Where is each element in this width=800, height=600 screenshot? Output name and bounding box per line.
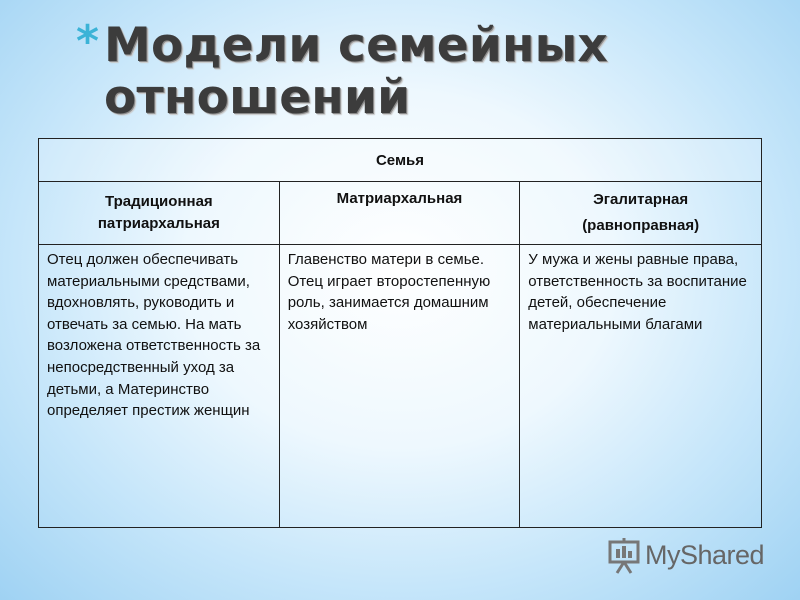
column-header-label: Эгалитарная (равноправная) [582, 191, 700, 234]
presentation-board-icon [607, 537, 641, 575]
table-row [39, 245, 762, 528]
column-header-matriarchal [279, 182, 520, 245]
table-header-family: Семья [39, 139, 762, 182]
cell-patriarchal-description: Отец должен обеспечивать материальными средствами, вдохновлять, руководить и отвечать за семью. На мать возложена ответственность за непосредственный уход за детьми, а Материнство определяет престиж женщин [39, 245, 280, 528]
table-header-row [39, 139, 762, 182]
cell-egalitarian-description: У мужа и жены равные права, ответственность за воспитание детей, обеспечение материальными благами [520, 245, 762, 528]
column-header-label: Традиционная патриархальная [97, 193, 220, 232]
watermark-text: MyShared [645, 540, 765, 570]
column-header-egalitarian [520, 182, 762, 245]
column-header-patriarchal [39, 182, 280, 245]
column-header-label: Матриархальная [336, 190, 463, 207]
myshared-watermark [605, 537, 775, 577]
family-models-table [38, 138, 762, 528]
slide-title: Модели семейных отношений [104, 18, 608, 125]
cell-matriarchal-description: Главенство матери в семье. Отец играет второстепенную роль, занимается домашним хозяйством [279, 245, 520, 528]
title-bullet-asterisk: * [76, 16, 100, 67]
table-column-header-row [39, 182, 762, 245]
